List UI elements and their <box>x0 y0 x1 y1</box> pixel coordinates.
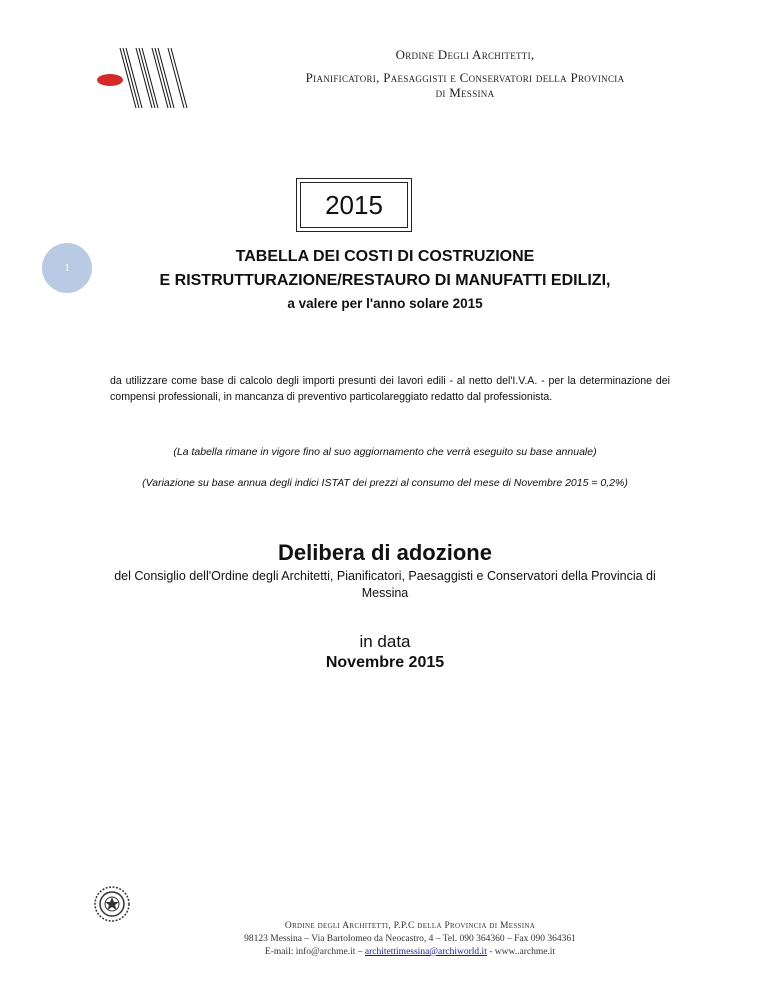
header-line-1: Ordine Degli Architetti, <box>395 47 535 62</box>
footer-email-prefix: E-mail: info@archme.it – <box>264 947 365 957</box>
footer-line-2: 98123 Messina – Via Bartolomeo da Neocastro, 4 – Tel. 090 364360 – Fax 090 364361 <box>244 934 576 944</box>
footer-website: - www..archme.it <box>486 947 556 957</box>
footer-line-1: Ordine degli Architetti, P.P.C della Provincia di Messina <box>284 921 536 931</box>
italian-republic-emblem-icon <box>92 884 132 924</box>
date-value: Novembre 2015 <box>325 654 445 671</box>
footer-line-3 <box>150 946 670 959</box>
date-label: in data <box>359 632 411 651</box>
istat-note: (Variazione su base annua degli indici ISTAT dei prezzi al consumo del mese di Novembre 2015 = 0,2%) <box>142 477 628 489</box>
year-box <box>296 178 412 232</box>
validity-note: (La tabella rimane in vigore fino al suo aggiornamento che verrà eseguito su base annuale) <box>173 446 597 458</box>
header-line-2: Pianificatori, Paesaggisti e Conservatori della Provincia <box>305 70 625 85</box>
title-line-1: TABELLA DEI COSTI DI COSTRUZIONE <box>235 248 535 265</box>
title-line-2: E RISTRUTTURAZIONE/RESTAURO DI MANUFATTI EDILIZI, <box>159 272 611 289</box>
footer-email-link[interactable]: architettimessina@archiworld.it <box>364 947 487 957</box>
year-value: 2015 <box>300 182 408 228</box>
delibera-body: del Consiglio dell'Ordine degli Architetti, Pianificatori, Paesaggisti e Conservatori della Provincia di Messina <box>114 569 656 600</box>
description-paragraph: da utilizzare come base di calcolo degli importi presunti dei lavori edili - al netto del'I.V.A. - per la determinazione dei compensi professionali, in mancanza di preventivo particolareggiato redatto dal professionista. <box>110 375 670 403</box>
header-line-3: di Messina <box>435 85 495 100</box>
delibera-heading: Delibera di adozione <box>278 540 492 565</box>
page-number-badge: 1 <box>42 243 92 293</box>
order-logo-icon <box>92 42 192 112</box>
title-subtitle: a valere per l'anno solare 2015 <box>287 296 483 311</box>
